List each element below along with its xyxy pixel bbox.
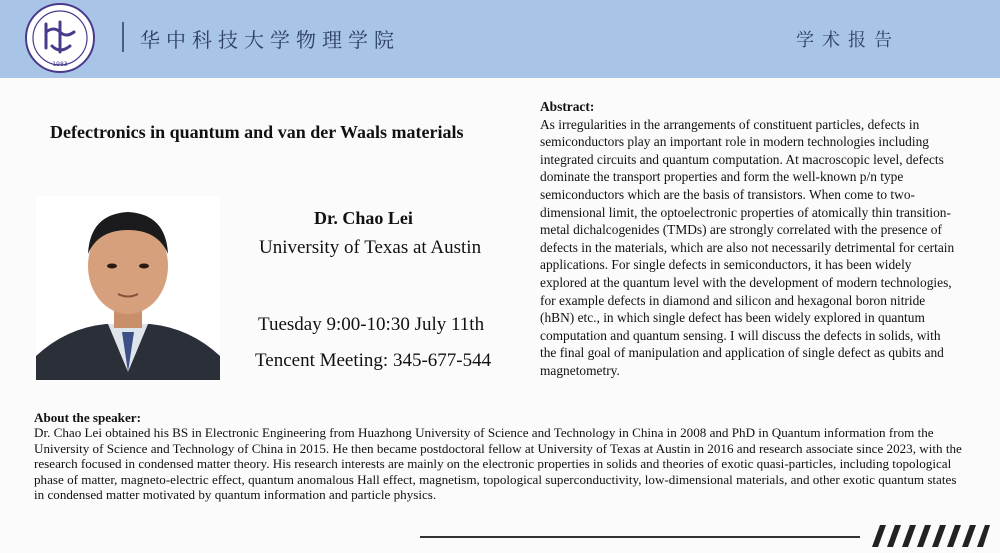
talk-title: Defectronics in quantum and van der Waals materials	[50, 122, 464, 142]
footer-stripes-decoration	[866, 525, 990, 547]
speaker-photo	[36, 196, 220, 380]
about-speaker-text: Dr. Chao Lei obtained his BS in Electronic Engineering from Huazhong University of Science and Technology in China in 2008 and PhD in Quantum information from the University of Science and Technology of China in 2015. He then became postdoctoral fellow at University of Texas at Austin in 2016 and research associate since 2023, with the research focused in condensed matter theory. His research interests are mainly on the electronic properties in solids and theories of exotic quasi-particles, including topological phase of matter, magneto-electric effect, quantum anomalous Hall effect, magnetism, topological superconductivity, low-dimensional materials, and other exotic quantum states in condensed matter motivated by quantum information and particle physics.	[34, 425, 962, 503]
abstract-section	[540, 98, 960, 380]
about-speaker-section	[34, 410, 964, 502]
header-divider	[122, 22, 124, 52]
header-band	[0, 0, 1000, 78]
footer-rule	[420, 536, 860, 538]
abstract-label: Abstract:	[540, 99, 595, 114]
institution-name: 华中科技大学物理学院	[140, 28, 400, 52]
school-logo-icon	[24, 2, 96, 74]
meeting-id: Tencent Meeting: 345-677-544	[255, 350, 492, 371]
speaker-name: Dr. Chao Lei	[314, 208, 413, 228]
logo-year: 1983	[52, 61, 68, 68]
talk-time: Tuesday 9:00-10:30 July 11th	[258, 314, 485, 335]
speaker-affiliation: University of Texas at Austin	[259, 237, 482, 258]
header-section-label: 学术报告	[796, 30, 900, 51]
about-speaker-label: About the speaker:	[34, 410, 141, 425]
abstract-text: As irregularities in the arrangements of constituent particles, defects in semiconductors play an important role in modern technologies including integrated circuits and quantum computation. At macroscopic level, defects dominate the transport properties and form the well-known p/n type semiconductors which are the basis of transistors. When come to two-dimensional limit, the optoelectronic properties of atomically thin transition-metal dichalcogenides (TMDs) are strongly correlated with the presence of defects in the materials, which are also not necessarily detrimental for certain applications. For single defects in semiconductors, it has been widely explored at the quantum level with the development of modern technologies, for example defects in diamond and silicon and hexagonal boron nitride (hBN) etc., in which single defect has been widely explored in quantum computation and quantum sensing. I will discuss the defects in solids, with the final goal of manipulation and application of single defect as qubits and magnetometry.	[540, 116, 955, 378]
